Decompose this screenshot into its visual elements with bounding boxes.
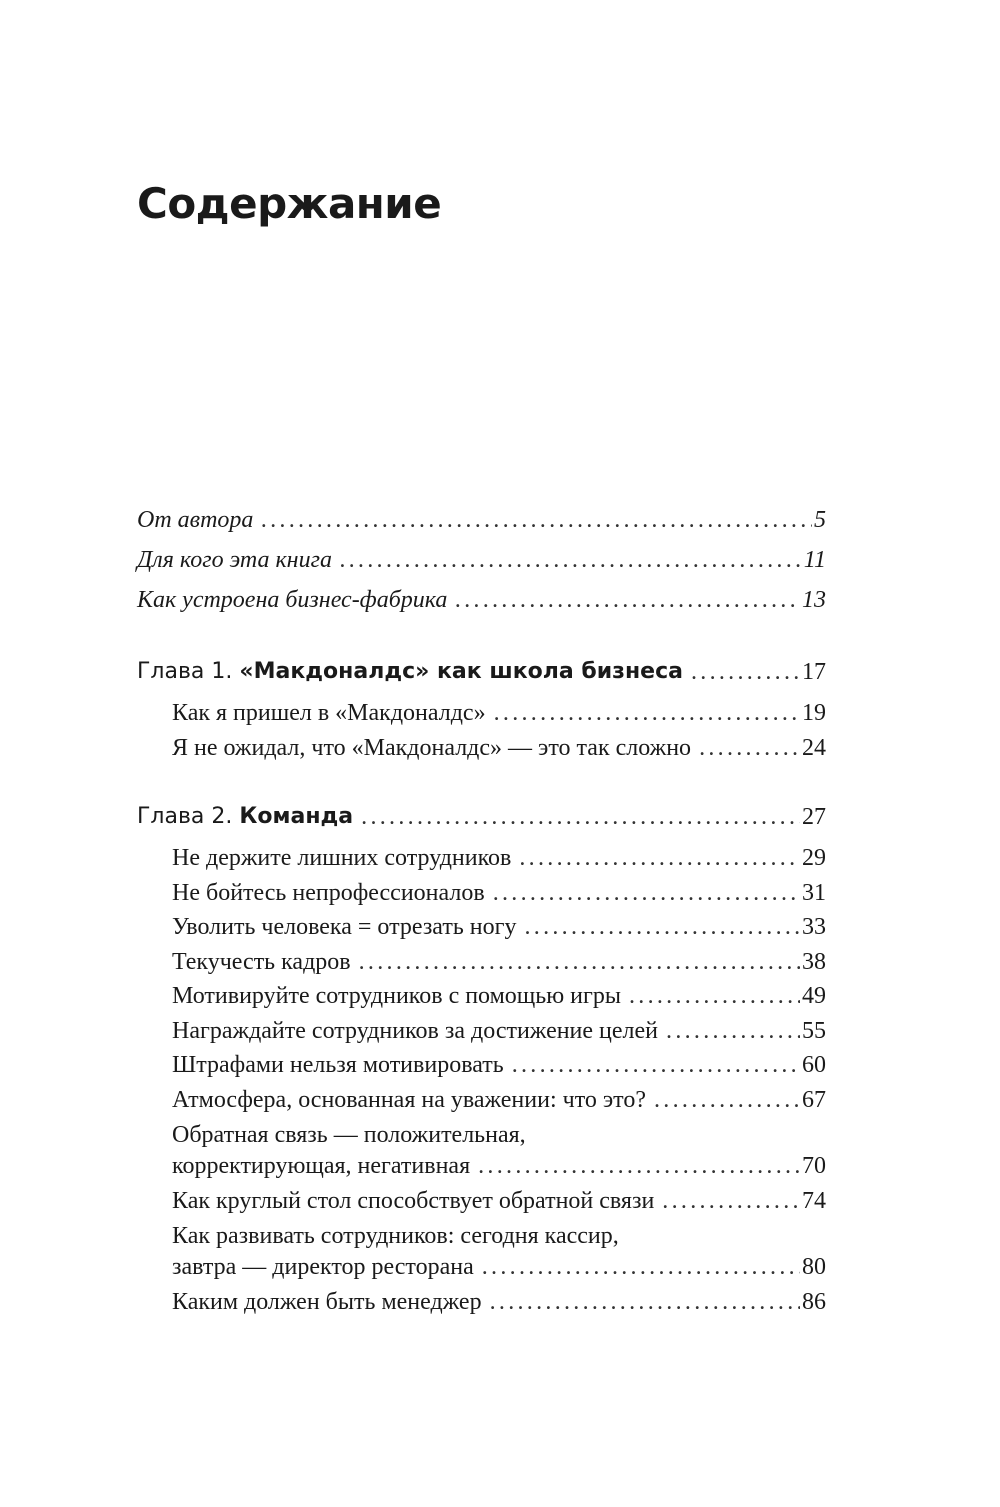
toc-entry-title-line1: Обратная связь — положительная, bbox=[172, 1122, 526, 1148]
toc-entry-title: Как круглый стол способствует обратной связи bbox=[172, 1187, 655, 1214]
toc-leader-dots bbox=[524, 910, 800, 945]
toc-section-entry[interactable] bbox=[172, 1048, 826, 1083]
toc-leader-dots bbox=[699, 731, 800, 766]
toc-section-entry[interactable] bbox=[172, 696, 826, 731]
toc-leader-dots bbox=[490, 1285, 800, 1320]
toc-section-entry[interactable] bbox=[172, 1014, 826, 1049]
toc-section-entry-line2 bbox=[172, 1149, 826, 1184]
toc-entry-title: Награждайте сотрудников за достижение целей bbox=[172, 1017, 659, 1044]
toc-chapter-1 bbox=[137, 650, 826, 765]
toc-page-number: 31 bbox=[802, 879, 826, 906]
table-of-contents bbox=[137, 500, 826, 1319]
toc-page-number: 33 bbox=[802, 914, 826, 940]
toc-page-number: 38 bbox=[802, 948, 826, 975]
toc-chapter-heading[interactable] bbox=[137, 795, 826, 839]
toc-page-number: 70 bbox=[802, 1153, 826, 1179]
toc-leader-dots bbox=[340, 540, 802, 580]
toc-section-entry[interactable] bbox=[172, 979, 826, 1014]
toc-entry-title: Я не ожидал, что «Макдоналдс» — это так сложно bbox=[172, 734, 692, 761]
toc-leader-dots bbox=[493, 876, 800, 911]
toc-section-list bbox=[172, 694, 826, 765]
toc-section-list bbox=[172, 839, 826, 1319]
toc-leader-dots bbox=[478, 1149, 800, 1184]
toc-leader-dots bbox=[691, 650, 800, 694]
toc-entry-title: Как я пришел в «Макдоналдс» bbox=[172, 700, 486, 726]
chapter-label: Глава 2. bbox=[137, 804, 240, 829]
toc-leader-dots bbox=[654, 1083, 800, 1118]
toc-leader-dots bbox=[666, 1014, 800, 1049]
toc-entry-from-author[interactable] bbox=[137, 500, 826, 540]
toc-page-number: 60 bbox=[802, 1052, 826, 1078]
toc-leader-dots bbox=[519, 841, 800, 876]
toc-intro-block bbox=[137, 500, 826, 620]
toc-entry-title: Текучесть кадров bbox=[172, 948, 351, 975]
toc-section-entry[interactable] bbox=[172, 841, 826, 876]
toc-page-number: 11 bbox=[803, 547, 826, 573]
toc-page-number: 80 bbox=[802, 1254, 826, 1280]
toc-chapter-2 bbox=[137, 795, 826, 1319]
toc-leader-dots bbox=[482, 1250, 800, 1285]
toc-entry-business-factory[interactable] bbox=[137, 580, 826, 620]
toc-entry-title: От автора bbox=[137, 507, 254, 533]
toc-entry-title: Мотивируйте сотрудников с помощью игры bbox=[172, 983, 621, 1009]
toc-leader-dots bbox=[512, 1048, 800, 1083]
chapter-name: Команда bbox=[239, 804, 354, 829]
toc-section-entry[interactable] bbox=[172, 876, 826, 911]
toc-chapter-title bbox=[137, 795, 361, 839]
toc-entry-title: Для кого эта книга bbox=[137, 547, 332, 573]
toc-section-entry[interactable] bbox=[172, 910, 826, 945]
toc-page-number: 74 bbox=[802, 1187, 826, 1214]
toc-entry-for-whom[interactable] bbox=[137, 540, 826, 580]
toc-entry-title: Атмосфера, основанная на уважении: что это? bbox=[172, 1086, 646, 1113]
toc-section-entry[interactable] bbox=[172, 1184, 826, 1219]
toc-section-entry[interactable] bbox=[172, 1285, 826, 1320]
toc-page-number: 55 bbox=[802, 1017, 826, 1044]
toc-entry-title: Каким должен быть менеджер bbox=[172, 1288, 482, 1315]
toc-section-entry[interactable] bbox=[172, 1083, 826, 1118]
toc-entry-title: Не держите лишних сотрудников bbox=[172, 845, 512, 871]
toc-chapter-title bbox=[137, 650, 691, 694]
chapter-label: Глава 1. bbox=[137, 659, 240, 684]
toc-section-entry[interactable] bbox=[172, 731, 826, 766]
toc-page-number: 19 bbox=[802, 700, 826, 726]
toc-page-number: 5 bbox=[814, 507, 826, 533]
toc-entry-title: Штрафами нельзя мотивировать bbox=[172, 1052, 504, 1078]
toc-page-number: 86 bbox=[802, 1288, 826, 1315]
toc-entry-title: Не бойтесь непрофессионалов bbox=[172, 879, 485, 906]
toc-page-number: 67 bbox=[802, 1086, 826, 1113]
toc-leader-dots bbox=[359, 945, 800, 980]
toc-page-number: 29 bbox=[802, 845, 826, 871]
toc-section-entry-multiline[interactable] bbox=[172, 1117, 826, 1184]
toc-entry-title-line1: Как развивать сотрудников: сегодня кассир, bbox=[172, 1223, 619, 1249]
toc-chapter-heading[interactable] bbox=[137, 650, 826, 694]
toc-entry-title: Как устроена бизнес-фабрика bbox=[137, 587, 448, 613]
toc-section-entry[interactable] bbox=[172, 945, 826, 980]
toc-page-number: 13 bbox=[802, 587, 826, 613]
page-title: Содержание bbox=[137, 179, 442, 228]
toc-page-number: 17 bbox=[802, 659, 826, 685]
toc-leader-dots bbox=[455, 580, 800, 620]
toc-page-number: 49 bbox=[802, 983, 826, 1009]
toc-page-number: 24 bbox=[802, 734, 826, 761]
toc-page-number: 27 bbox=[802, 804, 826, 830]
toc-entry-title: корректирующая, негативная bbox=[172, 1153, 471, 1179]
toc-section-entry-line2 bbox=[172, 1250, 826, 1285]
toc-section-entry-multiline[interactable] bbox=[172, 1218, 826, 1285]
toc-leader-dots bbox=[494, 696, 800, 731]
toc-leader-dots bbox=[629, 979, 800, 1014]
toc-entry-title: завтра — директор ресторана bbox=[172, 1254, 474, 1280]
toc-leader-dots bbox=[662, 1184, 800, 1219]
toc-entry-title: Уволить человека = отрезать ногу bbox=[172, 914, 517, 940]
toc-leader-dots bbox=[361, 795, 800, 839]
toc-leader-dots bbox=[261, 500, 812, 540]
chapter-name: «Макдоналдс» как школа бизнеса bbox=[239, 659, 683, 684]
